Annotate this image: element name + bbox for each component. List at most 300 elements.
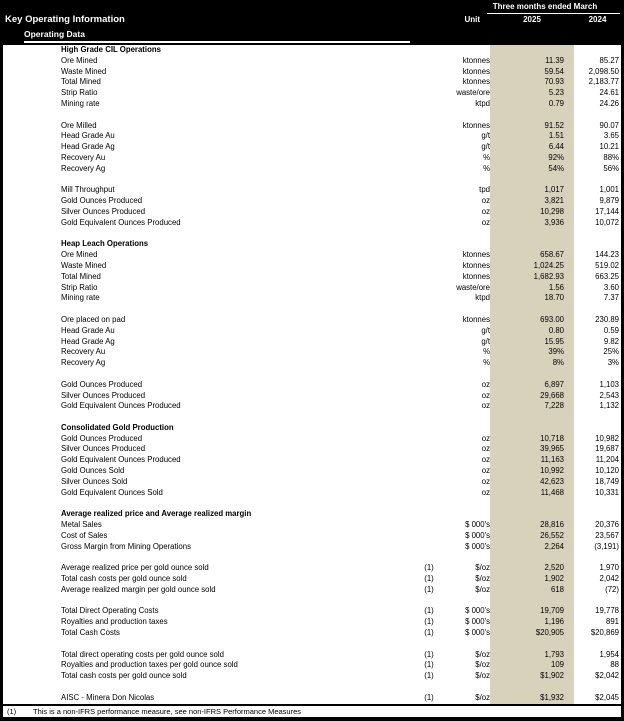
value-2024	[574, 369, 621, 380]
value-2024: 24.61	[599, 88, 619, 98]
value-2025: $1,932	[490, 693, 574, 704]
footnote-ref	[416, 477, 442, 488]
footnote-ref	[416, 520, 442, 531]
unit-cell: ktonnes	[462, 55, 490, 65]
value-2025: 15.95	[490, 337, 574, 348]
data-row	[3, 142, 621, 153]
value-2025: $1,902	[490, 671, 574, 682]
data-row	[3, 337, 621, 348]
unit-cell: oz	[481, 433, 490, 443]
value-2024: 9,879	[599, 196, 619, 206]
value-2024: 17,144	[595, 206, 619, 216]
row-label	[3, 639, 416, 650]
row-label: Consolidated Gold Production	[61, 422, 174, 432]
row-label: Total cash costs per gold ounce sold	[61, 574, 187, 584]
data-row	[3, 380, 621, 391]
data-row	[3, 650, 621, 661]
value-2025	[490, 229, 574, 240]
row-label: Gold Ounces Produced	[61, 379, 143, 389]
footnote-ref	[416, 347, 442, 358]
footnote-ref	[416, 77, 442, 88]
unit-cell: oz	[481, 196, 490, 206]
data-row	[3, 693, 621, 704]
year-2025-column-header: 2025	[523, 15, 541, 24]
footnote-ref	[416, 164, 442, 175]
unit-cell: g/t	[481, 336, 490, 346]
footnote-ref	[416, 304, 442, 315]
unit-cell	[442, 369, 490, 380]
row-label: Total Mined	[61, 77, 101, 87]
data-row	[3, 347, 621, 358]
value-2025: 109	[490, 660, 574, 671]
row-label: Average realized price and Average realized margin	[61, 509, 252, 519]
unit-cell	[442, 596, 490, 607]
footnote-ref	[416, 131, 442, 142]
value-2025: 2,264	[490, 542, 574, 553]
value-2024: 10,331	[595, 487, 619, 497]
value-2024: 19,687	[595, 444, 619, 454]
value-2024: 18,749	[595, 476, 619, 486]
value-2025	[490, 509, 574, 520]
footnote-ref	[416, 369, 442, 380]
value-2024: (3,191)	[594, 541, 619, 551]
row-label: Gross Margin from Mining Operations	[61, 541, 191, 551]
unit-cell	[442, 304, 490, 315]
value-2025: 59.54	[490, 67, 574, 78]
data-row	[3, 153, 621, 164]
value-2024: 10,072	[595, 217, 619, 227]
value-2025	[490, 423, 574, 434]
footnote-ref	[416, 682, 442, 693]
value-2024: 20,376	[595, 520, 619, 530]
data-row	[3, 660, 621, 671]
data-row	[3, 391, 621, 402]
row-label: Gold Equivalent Ounces Produced	[61, 401, 181, 411]
row-label	[3, 369, 416, 380]
spacer-row	[3, 175, 621, 186]
value-2025: 693.00	[490, 315, 574, 326]
row-label: Silver Ounces Produced	[61, 390, 146, 400]
unit-cell	[442, 423, 490, 434]
value-2025: 42,623	[490, 477, 574, 488]
section-header-row	[3, 423, 621, 434]
data-row	[3, 358, 621, 369]
unit-cell: oz	[481, 401, 490, 411]
value-2025: 0.80	[490, 326, 574, 337]
value-2025: 10,992	[490, 466, 574, 477]
footnote-row	[3, 706, 621, 717]
row-label: Total cash costs per gold ounce sold	[61, 671, 187, 681]
row-label	[3, 175, 416, 186]
value-2024	[574, 175, 621, 186]
value-2025: 70.93	[490, 77, 574, 88]
unit-cell	[442, 110, 490, 121]
data-row	[3, 121, 621, 132]
row-label: Recovery Ag	[61, 163, 106, 173]
footnote-ref	[416, 391, 442, 402]
value-2024: 19,778	[595, 606, 619, 616]
row-label: Total Mined	[61, 271, 101, 281]
value-2024	[574, 239, 621, 250]
row-label: Total Direct Operating Costs	[61, 606, 159, 616]
unit-cell: %	[483, 163, 490, 173]
footnote-ref	[416, 250, 442, 261]
row-label: Head Grade Ag	[61, 142, 115, 152]
unit-cell: g/t	[481, 131, 490, 141]
value-2025: 3,821	[490, 196, 574, 207]
unit-cell: $/oz	[475, 649, 490, 659]
unit-cell: ktonnes	[462, 250, 490, 260]
unit-cell	[442, 412, 490, 423]
data-row	[3, 88, 621, 99]
footnote-ref: (1)	[424, 574, 434, 584]
unit-cell: ktpd	[475, 98, 490, 108]
unit-cell: $/oz	[475, 660, 490, 670]
data-row	[3, 315, 621, 326]
row-label: Royalties and production taxes per gold ounce sold	[61, 660, 238, 670]
report-title: Key Operating Information	[5, 14, 125, 25]
value-2024: 1,103	[599, 379, 619, 389]
footnote-ref	[416, 67, 442, 78]
value-2025	[490, 369, 574, 380]
value-2024: 88	[610, 660, 619, 670]
data-row	[3, 261, 621, 272]
unit-cell: ktonnes	[462, 77, 490, 87]
value-2024: 230.89	[595, 314, 619, 324]
footnote-ref	[416, 639, 442, 650]
footnote-ref	[416, 315, 442, 326]
value-2025: 92%	[490, 153, 574, 164]
footnote-marker: (1)	[7, 706, 17, 716]
footnote-ref	[416, 552, 442, 563]
footnote-ref	[416, 185, 442, 196]
data-row	[3, 164, 621, 175]
unit-cell: %	[483, 152, 490, 162]
value-2024	[574, 423, 621, 434]
data-row	[3, 67, 621, 78]
footnote-ref: (1)	[424, 660, 434, 670]
data-row	[3, 250, 621, 261]
data-row	[3, 455, 621, 466]
value-2025: 1,024.25	[490, 261, 574, 272]
unit-cell	[442, 498, 490, 509]
footnote-ref: (1)	[424, 649, 434, 659]
row-label: Gold Ounces Produced	[61, 433, 143, 443]
value-2024: 11,204	[595, 455, 619, 465]
value-2024	[574, 596, 621, 607]
unit-cell: oz	[481, 487, 490, 497]
value-2025: 618	[490, 585, 574, 596]
row-label	[3, 304, 416, 315]
unit-cell: $ 000's	[465, 520, 490, 530]
footnote-ref	[416, 498, 442, 509]
spacer-row	[3, 304, 621, 315]
value-2025	[490, 639, 574, 650]
unit-cell: $/oz	[475, 671, 490, 681]
data-row	[3, 520, 621, 531]
footnote-ref	[416, 380, 442, 391]
unit-cell	[442, 639, 490, 650]
value-2025: 7,228	[490, 401, 574, 412]
footnote-ref	[416, 596, 442, 607]
row-label: Strip Ratio	[61, 88, 98, 98]
unit-cell	[442, 175, 490, 186]
data-row	[3, 185, 621, 196]
value-2024: 144.23	[595, 250, 619, 260]
value-2025: 18.70	[490, 293, 574, 304]
data-row	[3, 326, 621, 337]
data-row	[3, 293, 621, 304]
value-2025: 11.39	[490, 56, 574, 67]
footnote-ref	[416, 444, 442, 455]
value-2024: 519.02	[595, 260, 619, 270]
data-row	[3, 77, 621, 88]
unit-cell: oz	[481, 444, 490, 454]
data-row	[3, 444, 621, 455]
unit-cell	[442, 509, 490, 520]
value-2025: 11,163	[490, 455, 574, 466]
data-row	[3, 628, 621, 639]
value-2024: $2,042	[595, 671, 619, 681]
row-label: Total direct operating costs per gold ounce sold	[61, 649, 224, 659]
unit-cell: ktonnes	[462, 314, 490, 324]
value-2024	[574, 110, 621, 121]
value-2024: 23,567	[595, 530, 619, 540]
value-2024: 24.26	[599, 98, 619, 108]
footnote-ref: (1)	[424, 692, 434, 702]
footnote-ref: (1)	[424, 671, 434, 681]
value-2025	[490, 110, 574, 121]
row-label: Gold Equivalent Ounces Sold	[61, 487, 163, 497]
footnote-ref: (1)	[424, 563, 434, 573]
value-2024	[574, 498, 621, 509]
unit-cell: %	[483, 347, 490, 357]
data-row	[3, 283, 621, 294]
footnote-ref	[416, 401, 442, 412]
report-subtitle: Operating Data	[24, 29, 85, 39]
footnote-ref	[416, 99, 442, 110]
row-label: Strip Ratio	[61, 282, 98, 292]
footnote-ref	[416, 488, 442, 499]
unit-cell: ktonnes	[462, 66, 490, 76]
unit-cell: $ 000's	[465, 606, 490, 616]
footnote-ref	[416, 358, 442, 369]
row-label: Ore Mined	[61, 55, 98, 65]
data-row	[3, 531, 621, 542]
row-label: Silver Ounces Sold	[61, 476, 128, 486]
footnote-ref	[416, 272, 442, 283]
period-header: Three months ended March	[492, 2, 598, 11]
row-label: Total Cash Costs	[61, 628, 120, 638]
row-label	[3, 110, 416, 121]
data-row	[3, 488, 621, 499]
row-label: Gold Ounces Produced	[61, 196, 143, 206]
value-2025: 8%	[490, 358, 574, 369]
value-2024: 1,001	[599, 185, 619, 195]
spacer-row	[3, 639, 621, 650]
unit-cell: ktonnes	[462, 260, 490, 270]
footnote-ref	[416, 88, 442, 99]
footnote-ref	[416, 509, 442, 520]
value-2024: 3.65	[603, 131, 619, 141]
spacer-row	[3, 229, 621, 240]
value-2025	[490, 552, 574, 563]
row-label: High Grade CIL Operations	[61, 45, 161, 54]
unit-cell: oz	[481, 379, 490, 389]
unit-cell	[442, 552, 490, 563]
row-label	[3, 596, 416, 607]
value-2025: 39,965	[490, 444, 574, 455]
data-row	[3, 218, 621, 229]
row-label: Metal Sales	[61, 520, 102, 530]
row-label	[3, 229, 416, 240]
row-label: Royalties and production taxes	[61, 617, 168, 627]
row-label: Gold Equivalent Ounces Produced	[61, 217, 181, 227]
footnote-ref	[416, 423, 442, 434]
unit-cell: ktonnes	[462, 120, 490, 130]
section-header-row	[3, 45, 621, 56]
unit-column-header: Unit	[464, 15, 480, 24]
value-2024: 10.21	[599, 142, 619, 152]
value-2025: 3,936	[490, 218, 574, 229]
unit-cell: $/oz	[475, 692, 490, 702]
row-label: Recovery Au	[61, 152, 106, 162]
data-row	[3, 131, 621, 142]
footnote-ref	[416, 207, 442, 218]
footnote-ref	[416, 218, 442, 229]
section-header-row	[3, 509, 621, 520]
unit-cell: $/oz	[475, 563, 490, 573]
row-label: Recovery Au	[61, 347, 106, 357]
row-label: Waste Mined	[61, 66, 107, 76]
row-label: Ore Milled	[61, 120, 97, 130]
section-header-row	[3, 239, 621, 250]
value-2025: 10,718	[490, 434, 574, 445]
value-2025	[490, 682, 574, 693]
row-label: Ore placed on pad	[61, 314, 126, 324]
value-2025: 1,793	[490, 650, 574, 661]
footnote-ref	[416, 196, 442, 207]
spacer-row	[3, 412, 621, 423]
footnote-ref	[416, 110, 442, 121]
footnote-ref: (1)	[424, 606, 434, 616]
value-2024: 90.07	[599, 120, 619, 130]
footnote-ref	[416, 293, 442, 304]
spacer-row	[3, 498, 621, 509]
footnote-ref: (1)	[424, 617, 434, 627]
value-2025: 6.44	[490, 142, 574, 153]
unit-cell	[442, 45, 490, 56]
value-2025: 1,017	[490, 185, 574, 196]
footnote-ref	[416, 542, 442, 553]
unit-cell: oz	[481, 217, 490, 227]
value-2025: 1.51	[490, 131, 574, 142]
value-2024: 2,543	[599, 390, 619, 400]
footnote-ref	[416, 239, 442, 250]
footnote-ref	[416, 45, 442, 56]
unit-cell: $ 000's	[465, 617, 490, 627]
row-label: AISC - Minera Don Nicolas	[61, 692, 155, 702]
value-2024: 7.37	[603, 293, 619, 303]
unit-cell: ktpd	[475, 293, 490, 303]
value-2025: 54%	[490, 164, 574, 175]
footnote-ref	[416, 283, 442, 294]
period-underline	[487, 13, 620, 14]
report-header	[0, 0, 624, 45]
data-row	[3, 606, 621, 617]
unit-cell	[442, 229, 490, 240]
footnote-text: This is a non-IFRS performance measure, see non-IFRS Performance Measures	[33, 706, 302, 716]
unit-cell	[442, 682, 490, 693]
value-2025	[490, 498, 574, 509]
row-label	[3, 498, 416, 509]
unit-cell: oz	[481, 206, 490, 216]
table-body	[3, 45, 621, 704]
row-label: Silver Ounces Produced	[61, 444, 146, 454]
value-2025: 2,520	[490, 563, 574, 574]
data-row	[3, 585, 621, 596]
row-label: Mining rate	[61, 98, 100, 108]
spacer-row	[3, 682, 621, 693]
footnote-ref	[416, 175, 442, 186]
spacer-row	[3, 110, 621, 121]
footnote-ref	[416, 261, 442, 272]
row-label: Ore Mined	[61, 250, 98, 260]
unit-cell: oz	[481, 390, 490, 400]
unit-cell: $/oz	[475, 584, 490, 594]
unit-cell: $ 000's	[465, 530, 490, 540]
report-body	[3, 45, 621, 717]
value-2025: 26,552	[490, 531, 574, 542]
data-row	[3, 563, 621, 574]
footnote-ref: (1)	[424, 584, 434, 594]
value-2025: $20,905	[490, 628, 574, 639]
value-2024: 88%	[603, 152, 619, 162]
row-label: Heap Leach Operations	[61, 239, 149, 249]
row-label: Gold Equivalent Ounces Produced	[61, 455, 181, 465]
value-2024: 2,098.50	[588, 66, 619, 76]
row-label: Silver Ounces Produced	[61, 206, 146, 216]
value-2025	[490, 175, 574, 186]
footnote-ref	[416, 56, 442, 67]
footnote-ref	[416, 326, 442, 337]
value-2024	[574, 412, 621, 423]
value-2025: 91.52	[490, 121, 574, 132]
value-2024: 1,954	[599, 649, 619, 659]
value-2024	[574, 682, 621, 693]
unit-cell: g/t	[481, 325, 490, 335]
value-2024: 3.60	[603, 282, 619, 292]
data-row	[3, 671, 621, 682]
unit-cell: $ 000's	[465, 628, 490, 638]
row-label: Average realized price per gold ounce sold	[61, 563, 209, 573]
value-2025: 658.67	[490, 250, 574, 261]
data-row	[3, 542, 621, 553]
value-2025	[490, 45, 574, 56]
spacer-row	[3, 552, 621, 563]
value-2025: 1,902	[490, 574, 574, 585]
subtitle-underline	[24, 41, 410, 43]
value-2024: 85.27	[599, 55, 619, 65]
value-2025	[490, 239, 574, 250]
footnote-ref: (1)	[424, 628, 434, 638]
value-2025: 28,816	[490, 520, 574, 531]
footnote-ref	[416, 229, 442, 240]
value-2024: 891	[605, 617, 619, 627]
unit-cell: $ 000's	[465, 541, 490, 551]
value-2025: 5.23	[490, 88, 574, 99]
spacer-row	[3, 369, 621, 380]
